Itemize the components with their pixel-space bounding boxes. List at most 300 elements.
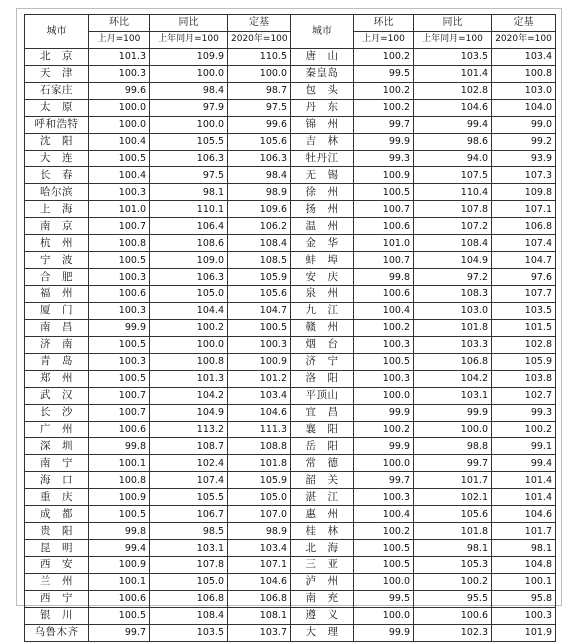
city-cell: 泉 州 bbox=[291, 286, 354, 303]
city-cell: 烟 台 bbox=[291, 336, 354, 353]
fixed-cell: 95.8 bbox=[492, 590, 556, 607]
mom-cell: 100.9 bbox=[354, 167, 414, 184]
yoy-cell: 95.5 bbox=[414, 590, 492, 607]
mom-cell: 101.0 bbox=[354, 235, 414, 252]
yoy-cell: 103.1 bbox=[414, 387, 492, 404]
fixed-cell: 98.9 bbox=[228, 523, 291, 540]
mom-cell: 99.7 bbox=[354, 472, 414, 489]
mom-cell: 100.0 bbox=[354, 387, 414, 404]
mom-cell: 100.5 bbox=[354, 184, 414, 201]
table-row bbox=[25, 65, 556, 82]
yoy-cell: 98.6 bbox=[414, 133, 492, 150]
city-cell: 徐 州 bbox=[291, 184, 354, 201]
city-cell: 遵 义 bbox=[291, 607, 354, 624]
yoy-cell: 108.6 bbox=[150, 235, 228, 252]
fixed-cell: 99.6 bbox=[228, 116, 291, 133]
mom-cell: 100.5 bbox=[354, 353, 414, 370]
fixed-cell: 104.0 bbox=[492, 99, 556, 116]
yoy-cell: 97.9 bbox=[150, 99, 228, 116]
yoy-cell: 103.5 bbox=[414, 48, 492, 65]
fixed-cell: 107.0 bbox=[228, 506, 291, 523]
mom-cell: 100.5 bbox=[89, 336, 150, 353]
fixed-cell: 105.9 bbox=[228, 472, 291, 489]
mom-cell: 99.9 bbox=[354, 133, 414, 150]
mom-cell: 100.6 bbox=[89, 286, 150, 303]
table-row bbox=[25, 387, 556, 404]
fixed-cell: 105.6 bbox=[228, 133, 291, 150]
fixed-cell: 104.8 bbox=[492, 557, 556, 574]
yoy-cell: 104.6 bbox=[414, 99, 492, 116]
table-row bbox=[25, 506, 556, 523]
yoy-cell: 104.2 bbox=[414, 370, 492, 387]
fixed-cell: 99.2 bbox=[492, 133, 556, 150]
yoy-cell: 105.3 bbox=[414, 557, 492, 574]
fixed-cell: 97.6 bbox=[492, 269, 556, 286]
mom-cell: 100.3 bbox=[354, 370, 414, 387]
city-cell: 吉 林 bbox=[291, 133, 354, 150]
city-cell: 天 津 bbox=[25, 65, 89, 82]
mom-cell: 99.4 bbox=[89, 540, 150, 557]
yoy-cell: 107.2 bbox=[414, 218, 492, 235]
city-cell: 包 头 bbox=[291, 82, 354, 99]
city-cell: 广 州 bbox=[25, 421, 89, 438]
city-cell: 宜 昌 bbox=[291, 404, 354, 421]
yoy-cell: 107.5 bbox=[414, 167, 492, 184]
city-cell: 唐 山 bbox=[291, 48, 354, 65]
yoy-cell: 106.8 bbox=[414, 353, 492, 370]
city-cell: 蚌 埠 bbox=[291, 252, 354, 269]
city-cell: 武 汉 bbox=[25, 387, 89, 404]
city-cell: 南 充 bbox=[291, 590, 354, 607]
city-cell: 昆 明 bbox=[25, 540, 89, 557]
city-cell: 沈 阳 bbox=[25, 133, 89, 150]
city-cell: 上 海 bbox=[25, 201, 89, 218]
fixed-base-header: 2020年=100 bbox=[228, 31, 291, 48]
city-cell: 南 京 bbox=[25, 218, 89, 235]
fixed-cell: 99.1 bbox=[492, 438, 556, 455]
table-row bbox=[25, 184, 556, 201]
yoy-cell: 100.6 bbox=[414, 607, 492, 624]
yoy-cell: 97.2 bbox=[414, 269, 492, 286]
fixed-cell: 108.8 bbox=[228, 438, 291, 455]
fixed-cell: 100.5 bbox=[228, 319, 291, 336]
table-row bbox=[25, 82, 556, 99]
mom-cell: 100.4 bbox=[89, 167, 150, 184]
mom-cell: 100.7 bbox=[89, 404, 150, 421]
fixed-cell: 103.8 bbox=[492, 370, 556, 387]
table-row bbox=[25, 523, 556, 540]
table-row bbox=[25, 540, 556, 557]
city-cell: 宁 波 bbox=[25, 252, 89, 269]
mom-cell: 100.9 bbox=[89, 489, 150, 506]
yoy-cell: 101.7 bbox=[414, 472, 492, 489]
yoy-cell: 100.8 bbox=[150, 353, 228, 370]
city-cell: 长 沙 bbox=[25, 404, 89, 421]
city-cell: 西 安 bbox=[25, 557, 89, 574]
fixed-cell: 107.4 bbox=[492, 235, 556, 252]
fixed-cell: 98.7 bbox=[228, 82, 291, 99]
city-cell: 惠 州 bbox=[291, 506, 354, 523]
mom-cell: 99.8 bbox=[89, 438, 150, 455]
yoy-cell: 107.4 bbox=[150, 472, 228, 489]
fixed-cell: 101.9 bbox=[492, 624, 556, 641]
mom-cell: 101.0 bbox=[89, 201, 150, 218]
city-cell: 乌鲁木齐 bbox=[25, 624, 89, 641]
fixed-cell: 106.2 bbox=[228, 218, 291, 235]
mom-cell: 100.0 bbox=[354, 455, 414, 472]
yoy-cell: 105.0 bbox=[150, 286, 228, 303]
city-cell: 北 京 bbox=[25, 48, 89, 65]
table-row bbox=[25, 252, 556, 269]
yoy-cell: 106.4 bbox=[150, 218, 228, 235]
mom-cell: 100.2 bbox=[354, 48, 414, 65]
table-row bbox=[25, 99, 556, 116]
city-cell: 岳 阳 bbox=[291, 438, 354, 455]
yoy-cell: 104.9 bbox=[414, 252, 492, 269]
yoy-cell: 103.0 bbox=[414, 302, 492, 319]
city-cell: 重 庆 bbox=[25, 489, 89, 506]
table-row bbox=[25, 201, 556, 218]
fixed-cell: 107.3 bbox=[492, 167, 556, 184]
mom-cell: 100.3 bbox=[354, 489, 414, 506]
yoy-cell: 113.2 bbox=[150, 421, 228, 438]
fixed-cell: 100.0 bbox=[228, 65, 291, 82]
city-cell: 成 都 bbox=[25, 506, 89, 523]
yoy-cell: 109.9 bbox=[150, 48, 228, 65]
table-row bbox=[25, 302, 556, 319]
fixed-cell: 104.6 bbox=[228, 573, 291, 590]
yoy-cell: 102.1 bbox=[414, 489, 492, 506]
table-row bbox=[25, 624, 556, 641]
mom-cell: 99.9 bbox=[354, 404, 414, 421]
yoy-cell: 99.9 bbox=[414, 404, 492, 421]
city-cell: 石家庄 bbox=[25, 82, 89, 99]
yoy-cell: 107.8 bbox=[414, 201, 492, 218]
city-cell: 洛 阳 bbox=[291, 370, 354, 387]
mom-cell: 100.3 bbox=[89, 65, 150, 82]
yoy-cell: 106.3 bbox=[150, 150, 228, 167]
fixed-header: 定基 bbox=[228, 15, 291, 32]
price-index-table bbox=[24, 14, 556, 642]
yoy-cell: 98.5 bbox=[150, 523, 228, 540]
yoy-cell: 102.3 bbox=[414, 624, 492, 641]
fixed-cell: 93.9 bbox=[492, 150, 556, 167]
table-row bbox=[25, 167, 556, 184]
table-row bbox=[25, 150, 556, 167]
city-cell: 秦皇岛 bbox=[291, 65, 354, 82]
fixed-cell: 99.0 bbox=[492, 116, 556, 133]
yoy-cell: 100.2 bbox=[150, 319, 228, 336]
fixed-cell: 97.5 bbox=[228, 99, 291, 116]
yoy-cell: 108.4 bbox=[414, 235, 492, 252]
yoy-cell: 104.4 bbox=[150, 302, 228, 319]
city-cell: 太 原 bbox=[25, 99, 89, 116]
mom-cell: 100.0 bbox=[354, 607, 414, 624]
mom-cell: 99.8 bbox=[354, 269, 414, 286]
fixed-cell: 104.6 bbox=[492, 506, 556, 523]
fixed-cell: 103.4 bbox=[228, 540, 291, 557]
yoy-cell: 101.4 bbox=[414, 65, 492, 82]
city-cell: 赣 州 bbox=[291, 319, 354, 336]
city-cell: 襄 阳 bbox=[291, 421, 354, 438]
yoy-cell: 102.4 bbox=[150, 455, 228, 472]
yoy-cell: 101.3 bbox=[150, 370, 228, 387]
mom-cell: 100.2 bbox=[354, 82, 414, 99]
fixed-cell: 105.6 bbox=[228, 286, 291, 303]
fixed-cell: 100.9 bbox=[228, 353, 291, 370]
fixed-cell: 108.5 bbox=[228, 252, 291, 269]
yoy-cell: 110.4 bbox=[414, 184, 492, 201]
fixed-cell: 107.1 bbox=[228, 557, 291, 574]
table-row bbox=[25, 573, 556, 590]
city-cell: 福 州 bbox=[25, 286, 89, 303]
fixed-cell: 100.3 bbox=[228, 336, 291, 353]
yoy-cell: 105.5 bbox=[150, 489, 228, 506]
city-cell: 南 昌 bbox=[25, 319, 89, 336]
table-row bbox=[25, 319, 556, 336]
yoy-cell: 99.4 bbox=[414, 116, 492, 133]
mom-cell: 100.3 bbox=[89, 269, 150, 286]
city-cell: 兰 州 bbox=[25, 573, 89, 590]
city-cell: 银 川 bbox=[25, 607, 89, 624]
mom-cell: 100.6 bbox=[354, 286, 414, 303]
table-row bbox=[25, 557, 556, 574]
mom-cell: 99.5 bbox=[354, 590, 414, 607]
fixed-cell: 106.3 bbox=[228, 150, 291, 167]
mom-cell: 100.3 bbox=[354, 336, 414, 353]
city-cell: 韶 关 bbox=[291, 472, 354, 489]
yoy-cell: 106.8 bbox=[150, 590, 228, 607]
table-row bbox=[25, 370, 556, 387]
fixed-cell: 106.8 bbox=[228, 590, 291, 607]
city-cell: 金 华 bbox=[291, 235, 354, 252]
mom-cell: 100.6 bbox=[89, 421, 150, 438]
mom-cell: 100.5 bbox=[89, 506, 150, 523]
mom-cell: 100.5 bbox=[89, 150, 150, 167]
fixed-base-header: 2020年=100 bbox=[492, 31, 556, 48]
yoy-cell: 98.8 bbox=[414, 438, 492, 455]
city-cell: 厦 门 bbox=[25, 302, 89, 319]
yoy-cell: 104.9 bbox=[150, 404, 228, 421]
yoy-cell: 103.5 bbox=[150, 624, 228, 641]
table-row bbox=[25, 489, 556, 506]
fixed-cell: 106.8 bbox=[492, 218, 556, 235]
yoy-header: 同比 bbox=[150, 15, 228, 32]
city-cell: 杭 州 bbox=[25, 235, 89, 252]
city-cell: 大 连 bbox=[25, 150, 89, 167]
mom-cell: 100.3 bbox=[89, 353, 150, 370]
yoy-cell: 100.2 bbox=[414, 573, 492, 590]
mom-cell: 100.3 bbox=[89, 302, 150, 319]
yoy-cell: 107.8 bbox=[150, 557, 228, 574]
yoy-cell: 100.0 bbox=[414, 421, 492, 438]
city-cell: 扬 州 bbox=[291, 201, 354, 218]
mom-cell: 100.7 bbox=[354, 252, 414, 269]
table-row bbox=[25, 218, 556, 235]
mom-cell: 99.7 bbox=[354, 116, 414, 133]
city-cell: 合 肥 bbox=[25, 269, 89, 286]
table-row bbox=[25, 590, 556, 607]
mom-cell: 100.5 bbox=[89, 370, 150, 387]
mom-cell: 100.9 bbox=[89, 557, 150, 574]
city-cell: 牡丹江 bbox=[291, 150, 354, 167]
yoy-cell: 103.3 bbox=[414, 336, 492, 353]
yoy-header: 同比 bbox=[414, 15, 492, 32]
city-cell: 温 州 bbox=[291, 218, 354, 235]
city-cell: 桂 林 bbox=[291, 523, 354, 540]
yoy-cell: 105.0 bbox=[150, 573, 228, 590]
mom-cell: 99.5 bbox=[354, 65, 414, 82]
table-row bbox=[25, 48, 556, 65]
fixed-cell: 111.3 bbox=[228, 421, 291, 438]
yoy-cell: 106.3 bbox=[150, 269, 228, 286]
yoy-cell: 100.0 bbox=[150, 116, 228, 133]
city-cell: 安 庆 bbox=[291, 269, 354, 286]
city-cell: 济 南 bbox=[25, 336, 89, 353]
table-row bbox=[25, 269, 556, 286]
fixed-cell: 100.1 bbox=[492, 573, 556, 590]
table-row bbox=[25, 286, 556, 303]
city-cell: 深 圳 bbox=[25, 438, 89, 455]
mom-cell: 100.2 bbox=[354, 421, 414, 438]
city-cell: 长 春 bbox=[25, 167, 89, 184]
yoy-cell: 101.8 bbox=[414, 319, 492, 336]
fixed-cell: 98.9 bbox=[228, 184, 291, 201]
yoy-cell: 98.1 bbox=[414, 540, 492, 557]
mom-cell: 100.5 bbox=[354, 540, 414, 557]
yoy-cell: 100.0 bbox=[150, 65, 228, 82]
mom-cell: 100.3 bbox=[89, 184, 150, 201]
mom-cell: 100.0 bbox=[354, 573, 414, 590]
fixed-cell: 107.1 bbox=[492, 201, 556, 218]
mom-cell: 100.2 bbox=[354, 319, 414, 336]
fixed-cell: 99.4 bbox=[492, 455, 556, 472]
city-cell: 西 宁 bbox=[25, 590, 89, 607]
fixed-cell: 102.7 bbox=[492, 387, 556, 404]
yoy-cell: 100.0 bbox=[150, 336, 228, 353]
mom-header: 环比 bbox=[89, 15, 150, 32]
mom-cell: 99.8 bbox=[89, 523, 150, 540]
fixed-cell: 101.2 bbox=[228, 370, 291, 387]
mom-cell: 100.7 bbox=[89, 218, 150, 235]
city-cell: 锦 州 bbox=[291, 116, 354, 133]
yoy-cell: 94.0 bbox=[414, 150, 492, 167]
table-row bbox=[25, 438, 556, 455]
city-cell: 南 宁 bbox=[25, 455, 89, 472]
table-row bbox=[25, 472, 556, 489]
mom-cell: 100.4 bbox=[354, 302, 414, 319]
city-cell: 呼和浩特 bbox=[25, 116, 89, 133]
mom-cell: 101.3 bbox=[89, 48, 150, 65]
mom-cell: 100.4 bbox=[89, 133, 150, 150]
mom-cell: 100.5 bbox=[354, 557, 414, 574]
mom-cell: 100.2 bbox=[354, 99, 414, 116]
fixed-cell: 101.4 bbox=[492, 489, 556, 506]
table-row bbox=[25, 455, 556, 472]
fixed-cell: 105.9 bbox=[492, 353, 556, 370]
yoy-cell: 98.4 bbox=[150, 82, 228, 99]
yoy-cell: 101.8 bbox=[414, 523, 492, 540]
fixed-cell: 101.4 bbox=[492, 472, 556, 489]
city-cell: 丹 东 bbox=[291, 99, 354, 116]
fixed-cell: 104.6 bbox=[228, 404, 291, 421]
yoy-cell: 110.1 bbox=[150, 201, 228, 218]
city-cell: 九 江 bbox=[291, 302, 354, 319]
city-cell: 常 德 bbox=[291, 455, 354, 472]
city-cell: 郑 州 bbox=[25, 370, 89, 387]
city-cell: 济 宁 bbox=[291, 353, 354, 370]
mom-cell: 100.2 bbox=[354, 523, 414, 540]
yoy-cell: 102.8 bbox=[414, 82, 492, 99]
fixed-header: 定基 bbox=[492, 15, 556, 32]
mom-base-header: 上月=100 bbox=[89, 31, 150, 48]
fixed-cell: 101.5 bbox=[492, 319, 556, 336]
fixed-cell: 101.8 bbox=[228, 455, 291, 472]
mom-cell: 100.5 bbox=[89, 252, 150, 269]
city-header: 城市 bbox=[25, 15, 89, 49]
mom-cell: 100.6 bbox=[354, 218, 414, 235]
city-cell: 三 亚 bbox=[291, 557, 354, 574]
mom-cell: 99.9 bbox=[354, 438, 414, 455]
fixed-cell: 107.7 bbox=[492, 286, 556, 303]
table-row bbox=[25, 336, 556, 353]
fixed-cell: 108.1 bbox=[228, 607, 291, 624]
fixed-cell: 103.7 bbox=[228, 624, 291, 641]
yoy-cell: 108.3 bbox=[414, 286, 492, 303]
table-row bbox=[25, 353, 556, 370]
fixed-cell: 99.3 bbox=[492, 404, 556, 421]
mom-cell: 100.4 bbox=[354, 506, 414, 523]
yoy-cell: 108.7 bbox=[150, 438, 228, 455]
fixed-cell: 104.7 bbox=[228, 302, 291, 319]
mom-cell: 100.7 bbox=[354, 201, 414, 218]
fixed-cell: 109.8 bbox=[492, 184, 556, 201]
mom-cell: 100.8 bbox=[89, 472, 150, 489]
fixed-cell: 102.8 bbox=[492, 336, 556, 353]
mom-base-header: 上月=100 bbox=[354, 31, 414, 48]
fixed-cell: 103.4 bbox=[228, 387, 291, 404]
yoy-cell: 104.2 bbox=[150, 387, 228, 404]
yoy-cell: 109.0 bbox=[150, 252, 228, 269]
city-cell: 北 海 bbox=[291, 540, 354, 557]
city-cell: 泸 州 bbox=[291, 573, 354, 590]
yoy-cell: 108.4 bbox=[150, 607, 228, 624]
table-row bbox=[25, 116, 556, 133]
mom-cell: 100.0 bbox=[89, 99, 150, 116]
yoy-cell: 97.5 bbox=[150, 167, 228, 184]
fixed-cell: 100.8 bbox=[492, 65, 556, 82]
yoy-base-header: 上年同月=100 bbox=[414, 31, 492, 48]
mom-cell: 100.6 bbox=[89, 590, 150, 607]
yoy-cell: 99.7 bbox=[414, 455, 492, 472]
yoy-cell: 105.6 bbox=[414, 506, 492, 523]
mom-header: 环比 bbox=[354, 15, 414, 32]
table-row bbox=[25, 133, 556, 150]
city-cell: 贵 阳 bbox=[25, 523, 89, 540]
yoy-cell: 106.7 bbox=[150, 506, 228, 523]
fixed-cell: 100.2 bbox=[492, 421, 556, 438]
city-header: 城市 bbox=[291, 15, 354, 49]
city-cell: 海 口 bbox=[25, 472, 89, 489]
fixed-cell: 105.0 bbox=[228, 489, 291, 506]
fixed-cell: 98.1 bbox=[492, 540, 556, 557]
yoy-base-header: 上年同月=100 bbox=[150, 31, 228, 48]
mom-cell: 100.8 bbox=[89, 235, 150, 252]
fixed-cell: 103.4 bbox=[492, 48, 556, 65]
city-cell: 青 岛 bbox=[25, 353, 89, 370]
fixed-cell: 101.7 bbox=[492, 523, 556, 540]
yoy-cell: 105.5 bbox=[150, 133, 228, 150]
